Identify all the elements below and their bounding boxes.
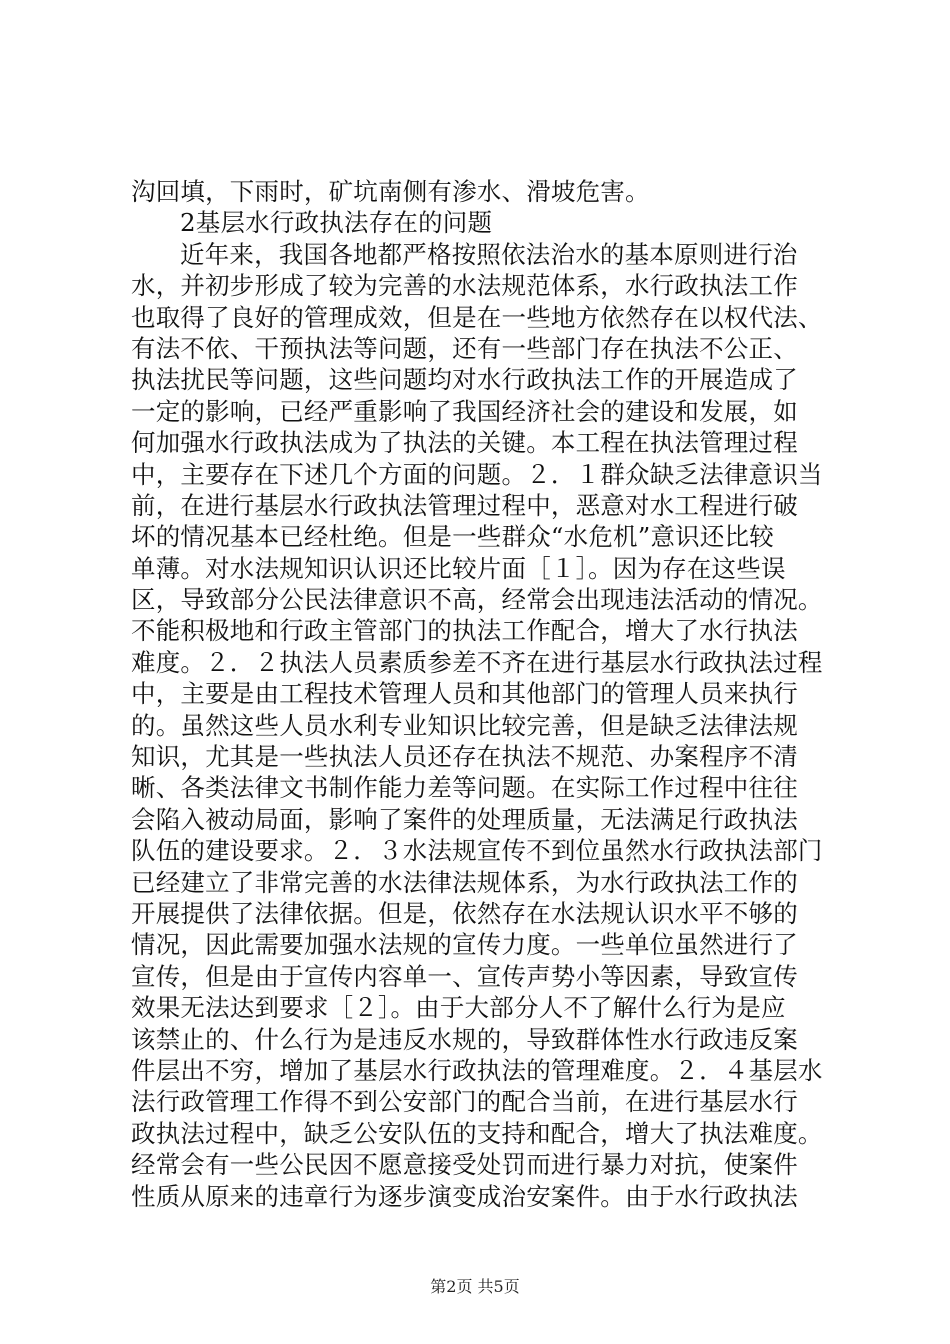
text-line: 件层出不穷，增加了基层水行政执法的管理难度。２．４基层水 <box>131 1055 823 1085</box>
text-line: 晰、各类法律文书制作能力差等问题。在实际工作过程中往往 <box>131 773 798 803</box>
document-body <box>131 176 831 1212</box>
text-line: 一定的影响，已经严重影响了我国经济社会的建设和发展，如 <box>131 396 798 426</box>
text-line: 有法不依、干预执法等问题，还有一些部门存在执法不公正、 <box>131 333 798 363</box>
text-line: 执法扰民等问题，这些问题均对水行政执法工作的开展造成了 <box>131 365 798 395</box>
text-line: 该禁止的、什么行为是违反水规的，导致群体性水行政违反案 <box>131 1024 798 1054</box>
text-line: 性质从原来的违章行为逐步演变成治安案件。由于水行政执法 <box>131 1181 798 1211</box>
text-line: 难度。２．２执法人员素质参差不齐在进行基层水行政执法过程 <box>131 647 823 677</box>
text-line: 单薄。对水法规知识认识还比较片面［１］。因为存在这些误 <box>131 553 786 583</box>
text-line: 法行政管理工作得不到公安部门的配合当前，在进行基层水行 <box>131 1087 798 1117</box>
text-line: 区，导致部分公民法律意识不高，经常会出现违法活动的情况。 <box>131 585 823 615</box>
text-line: 会陷入被动局面，影响了案件的处理质量，无法满足行政执法 <box>131 804 798 834</box>
text-line: 中，主要存在下述几个方面的问题。２．１群众缺乏法律意识当 <box>131 459 823 489</box>
text-line: 水，并初步形成了较为完善的水法规范体系，水行政执法工作 <box>131 271 798 301</box>
text-line: 前，在进行基层水行政执法管理过程中，恶意对水工程进行破 <box>131 490 798 520</box>
text-line: 队伍的建设要求。２．３水法规宣传不到位虽然水行政执法部门 <box>131 836 823 866</box>
section-heading: 2基层水行政执法存在的问题 <box>180 208 493 238</box>
text-line: 经常会有一些公民因不愿意接受处罚而进行暴力对抗，使案件 <box>131 1150 798 1180</box>
text-line: 沟回填，下雨时，矿坑南侧有渗水、滑坡危害。 <box>131 177 650 206</box>
text-line: 中，主要是由工程技术管理人员和其他部门的管理人员来执行 <box>131 679 798 709</box>
text-line: 也取得了良好的管理成效，但是在一些地方依然存在以权代法、 <box>131 302 823 332</box>
text-line: 宣传，但是由于宣传内容单一、宣传声势小等因素，导致宣传 <box>131 961 798 991</box>
text-line: 知识，尤其是一些执法人员还存在执法不规范、办案程序不清 <box>131 742 798 772</box>
page-number-footer: 第2页 共5页 <box>430 1277 520 1296</box>
text-line: 坏的情况基本已经杜绝。但是一些群众“水危机”意识还比较 <box>131 522 774 552</box>
text-line: 情况，因此需要加强水法规的宣传力度。一些单位虽然进行了 <box>131 930 798 960</box>
text-line: 近年来，我国各地都严格按照依法治水的基本原则进行治 <box>180 239 798 269</box>
text-line: 何加强水行政执法成为了执法的关键。本工程在执法管理过程 <box>131 428 798 458</box>
text-line: 的。虽然这些人员水利专业知识比较完善，但是缺乏法律法规 <box>131 710 798 740</box>
text-line: 效果无法达到要求［２］。由于大部分人不了解什么行为是应 <box>131 993 786 1023</box>
text-line: 不能积极地和行政主管部门的执法工作配合，增大了水行执法 <box>131 616 798 646</box>
text-line: 已经建立了非常完善的水法律法规体系，为水行政执法工作的 <box>131 867 798 897</box>
text-line: 政执法过程中，缺乏公安队伍的支持和配合，增大了执法难度。 <box>131 1118 823 1148</box>
text-line: 开展提供了法律依据。但是，依然存在水法规认识水平不够的 <box>131 898 798 928</box>
